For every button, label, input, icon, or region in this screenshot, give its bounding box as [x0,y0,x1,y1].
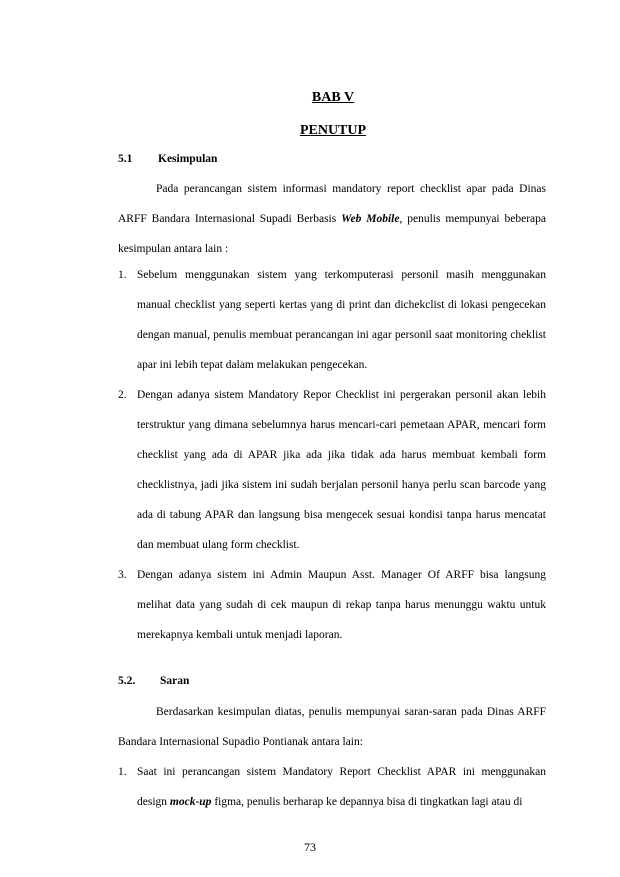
section-5-1-intro [118,174,546,264]
list-number: 2. [118,389,127,401]
list-item [118,380,546,560]
list-text: Saat ini perancangan sistem Mandatory Report Checklist APAR ini menggunakan design [137,766,546,808]
list-text: Dengan adanya sistem Mandatory Repor Checklist ini pergerakan personil akan lebih terstruktur yang dimana sebelumnya harus mencari-cari pemetaan APAR, mencari form checklist yang ada di APAR jika ada jika tidak ada harus membuat kembali form checklistnya, jadi jika sistem ini sudah berjalan personil hanya perlu scan barcode yang ada di tabung APAR dan langsung bisa mengecek sesuai kondisi tanpa harus mencatat dan membuat ulang form checklist. [137,389,546,551]
section-title: Saran [160,675,190,687]
list-number: 3. [118,569,127,581]
list-number: 1. [118,269,127,281]
list-text-end: figma, penulis berharap ke depannya bisa di tingkatkan lagi atau di [211,796,523,808]
chapter-title: PENUTUP [299,123,367,138]
section-5-2-intro: Berdasarkan kesimpulan diatas, penulis mempunyai saran-saran pada Dinas ARFF Bandara Internasional Supadio Pontianak antara lain: [118,706,546,748]
list-emphasis: mock-up [169,796,212,808]
conclusion-list [118,260,546,650]
section-number: 5.2. [118,675,136,687]
list-number: 1. [118,766,127,778]
chapter-label: BAB V [311,90,355,105]
list-item [118,757,546,817]
intro-text: Pada perancangan sistem informasi mandatory report checklist apar pada Dinas ARFF Bandara Internasional Supadi Berbasis [118,183,546,225]
list-text: Dengan adanya sistem ini Admin Maupun Asst. Manager Of ARFF bisa langsung melihat data yang sudah di cek maupun di rekap tanpa harus menunggu waktu untuk merekapnya kembali untuk menjadi laporan. [137,569,546,641]
list-item [118,260,546,380]
list-item [118,560,546,650]
list-text: Sebelum menggunakan sistem yang terkomputerasi personil masih menggunakan manual checklist yang seperti kertas yang di print dan dichekclist di lokasi pengecekan dengan manual, penulis membuat perancangan ini agar personil saat monitoring cheklist apar ini lebih tepat dalam melakukan pengecekan. [137,269,546,371]
section-title: Kesimpulan [158,153,218,165]
section-number: 5.1 [118,153,133,165]
intro-text-end: , penulis mempunyai beberapa kesimpulan antara lain : [118,213,546,255]
suggestion-list [118,757,546,817]
page-number: 73 [304,840,316,854]
intro-emphasis: Web Mobile [341,213,400,225]
